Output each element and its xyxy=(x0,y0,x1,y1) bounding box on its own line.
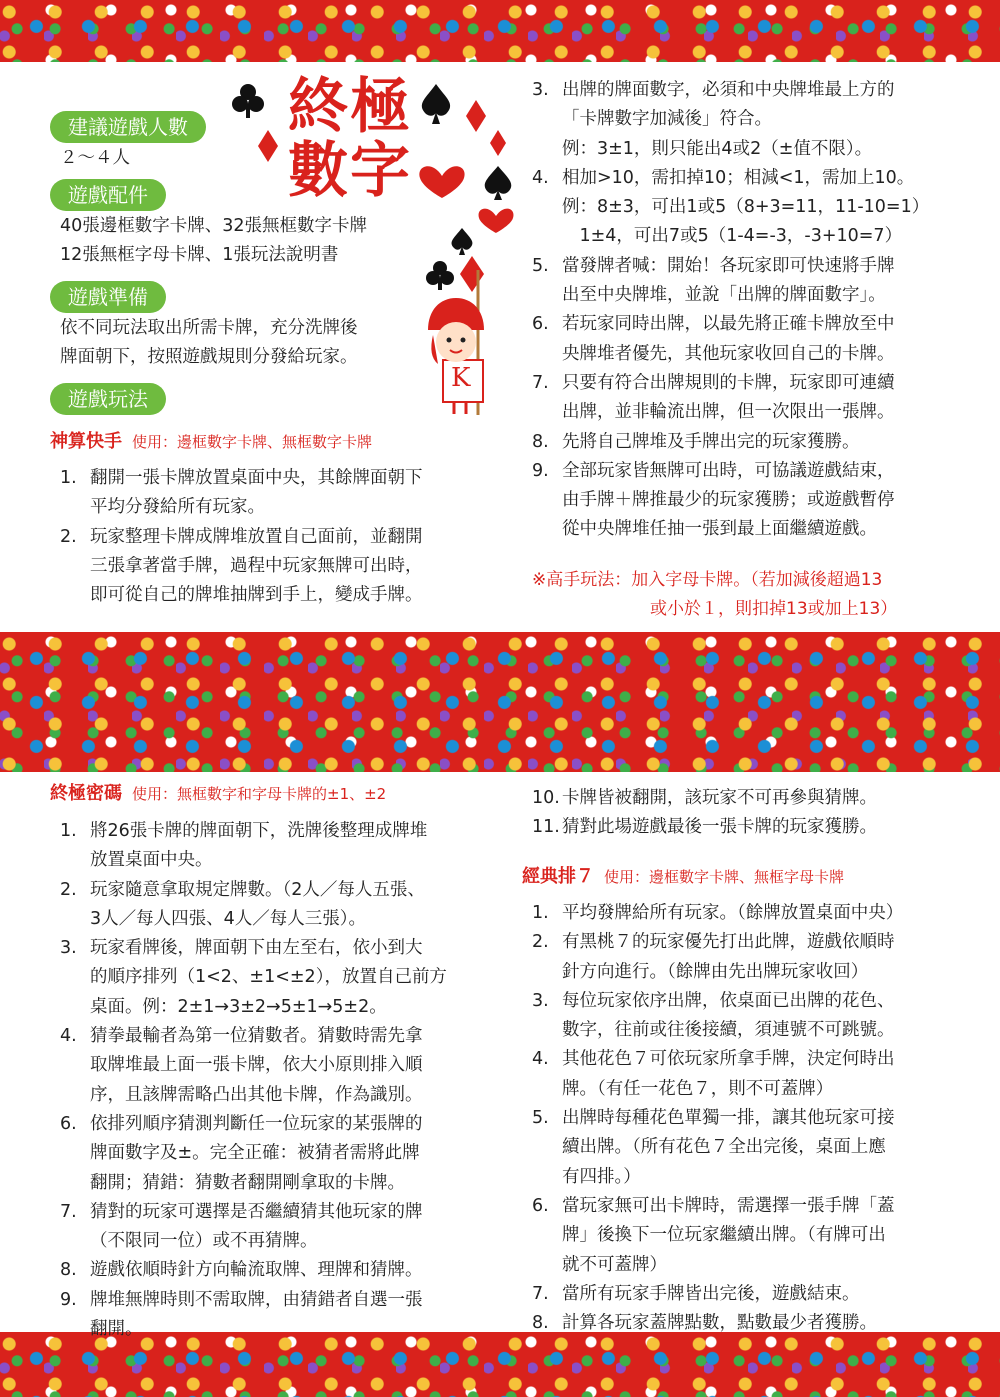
rule-item xyxy=(60,464,423,523)
rule-text-line: 即可從自己的牌堆抽牌到手上，變成手牌。 xyxy=(90,585,423,606)
rule-text-line: 續出牌。（所有花色７全出完後，桌面上應 xyxy=(562,1137,886,1158)
rule-item xyxy=(60,1198,447,1257)
rule-item xyxy=(532,76,929,164)
rule-text-line: 有黑桃７的玩家優先打出此牌，遊戲依順時 xyxy=(562,932,895,953)
rule-number: 10. xyxy=(532,788,560,808)
rule-text-line: 針方向進行。（餘牌由先出牌玩家收回） xyxy=(562,961,869,982)
rule-number: 4. xyxy=(532,167,549,188)
rule-text-line: 央牌堆者優先，其他玩家收回自己的卡牌。 xyxy=(562,343,895,364)
rule-text-line: 就不可蓋牌） xyxy=(562,1254,667,1275)
rule-text-line: 例：8±3，可出1或5（8+3=11，11-10=1） xyxy=(562,197,930,218)
rule-number: 8. xyxy=(532,1313,549,1334)
rule-item xyxy=(532,1309,903,1338)
prep-line-1: 依不同玩法取出所需卡牌，充分洗牌後 xyxy=(60,318,358,338)
club-icon xyxy=(426,261,454,290)
rule-text-line: 平均分發給所有玩家。 xyxy=(90,497,265,518)
components-line-2: 12張無框字母卡牌、1張玩法說明書 xyxy=(60,245,339,265)
rule-item xyxy=(532,457,929,545)
game3-title xyxy=(522,862,844,888)
rule-number: 8. xyxy=(532,431,549,452)
rule-item xyxy=(532,164,929,252)
rule-item xyxy=(532,1104,903,1192)
rule-item xyxy=(60,523,423,611)
rule-number: 7. xyxy=(60,1201,77,1222)
rule-item xyxy=(532,310,929,369)
advanced-note-line-1: ※高手玩法：加入字母卡牌。（若加減後超過13 xyxy=(532,570,883,590)
players-label: 建議遊戲人數 xyxy=(50,111,206,143)
rule-text-line: 依排列順序猜測判斷任一位玩家的某張牌的 xyxy=(90,1113,423,1134)
club-icon xyxy=(232,84,264,118)
rule-number: 2. xyxy=(532,932,549,953)
rule-item xyxy=(532,1192,903,1280)
players-value: ２～４人 xyxy=(60,148,130,168)
rule-text-line: 其他花色７可依玩家所拿手牌，決定何時出 xyxy=(562,1049,895,1070)
rule-number: 4. xyxy=(532,1049,549,1070)
diamond-icon xyxy=(466,100,486,132)
rule-item xyxy=(60,1286,447,1345)
game2-name: 終極密碼 xyxy=(50,783,122,804)
rule-text-line: 牌堆無牌時則不需取牌，由猜錯者自選一張 xyxy=(90,1289,423,1310)
game3-rules xyxy=(532,899,903,1338)
components-label: 遊戲配件 xyxy=(50,179,166,211)
rule-text-line: 當所有玩家手牌皆出完後，遊戲結束。 xyxy=(562,1283,860,1304)
rule-text-line: 若玩家同時出牌，以最先將正確卡牌放至中 xyxy=(562,314,895,335)
game1-name: 神算快手 xyxy=(50,431,122,452)
rule-item xyxy=(532,1045,903,1104)
rule-item xyxy=(532,899,903,928)
rule-text-line: 每位玩家依序出牌，依桌面已出牌的花色、 xyxy=(562,990,895,1011)
game2-use: 使用：無框數字和字母卡牌的±1、±2 xyxy=(132,785,387,803)
rule-number: 9. xyxy=(532,460,549,481)
rule-text-line: 有四排。） xyxy=(562,1166,641,1187)
rule-number: 3. xyxy=(60,938,77,959)
rule-number: 9. xyxy=(60,1289,77,1310)
rule-text-line: 猜對此場遊戲最後一張卡牌的玩家獲勝。 xyxy=(562,817,877,838)
rule-text-line: 計算各玩家蓋牌點數，點數最少者獲勝。 xyxy=(562,1313,877,1334)
diamond-icon xyxy=(460,256,484,292)
rule-item xyxy=(532,369,929,428)
rule-text-line: 玩家隨意拿取規定牌數。（2人／每人五張、 xyxy=(90,879,425,900)
rule-text-line: 翻開一張卡牌放置桌面中央，其餘牌面朝下 xyxy=(90,468,423,488)
rule-number: 5. xyxy=(532,255,549,276)
rule-text-line: 翻開；猜錯：猜數者翻開剛拿取的卡牌。 xyxy=(90,1172,405,1193)
rule-text-line: 玩家整理卡牌成牌堆放置自己面前，並翻開 xyxy=(90,526,423,547)
rule-text-line: 先將自己牌堆及手牌出完的玩家獲勝。 xyxy=(562,431,860,452)
rule-text-line: 猜拳最輸者為第一位猜數者。猜數時需先拿 xyxy=(90,1026,423,1047)
game3-name: 經典排７ xyxy=(522,866,594,887)
rule-number: 6. xyxy=(60,1113,77,1134)
advanced-note-line-2: 或小於１，則扣掉13或加上13） xyxy=(650,599,898,619)
rule-text-line: 將26張卡牌的牌面朝下，洗牌後整理成牌堆 xyxy=(90,821,428,841)
game1-rules-left xyxy=(60,464,423,610)
rule-text-line: 出牌，並非輪流出牌，但一次限出一張牌。 xyxy=(562,402,895,423)
rule-number: 1. xyxy=(60,468,77,488)
rule-number: 8. xyxy=(60,1260,77,1281)
rule-item xyxy=(532,428,929,457)
rule-text-line: 出牌的牌面數字，必須和中央牌堆最上方的 xyxy=(562,80,895,100)
decorative-number-band-top xyxy=(0,0,1000,62)
rule-text-line: 牌」後換下一位玩家繼續出牌。（有牌可出 xyxy=(562,1225,886,1246)
rule-item xyxy=(532,784,877,813)
play-label: 遊戲玩法 xyxy=(50,383,166,415)
heart-icon xyxy=(479,209,514,233)
game1-use: 使用：邊框數字卡牌、無框數字卡牌 xyxy=(132,433,373,451)
rule-text-line: 平均發牌給所有玩家。（餘牌放置桌面中央） xyxy=(562,903,904,923)
rule-text-line: 玩家看牌後，牌面朝下由左至右，依小到大 xyxy=(90,938,423,959)
rule-item xyxy=(60,817,447,876)
rule-text-line: 由手牌＋牌推最少的玩家獲勝；或遊戲暫停 xyxy=(562,490,895,511)
rule-number: 1. xyxy=(60,821,77,841)
heart-icon xyxy=(419,166,464,198)
game2-rules-right xyxy=(532,784,877,843)
rule-text-line: 「卡牌數字加減後」符合。 xyxy=(562,109,772,130)
rule-item xyxy=(532,813,877,842)
rule-item xyxy=(532,987,903,1046)
rule-item xyxy=(60,1022,447,1110)
rule-number: 3. xyxy=(532,80,549,100)
rule-text-line: 當發牌者喊：開始！各玩家即可快速將手牌 xyxy=(562,255,895,276)
rule-number: 11. xyxy=(532,817,560,838)
decorative-number-band-middle xyxy=(0,632,1000,772)
game2-title xyxy=(50,779,386,805)
game1-title xyxy=(50,427,372,453)
game1-rules-right xyxy=(532,76,929,545)
spade-icon xyxy=(422,84,450,124)
rule-text-line: 從中央牌堆任抽一張到最上面繼續遊戲。 xyxy=(562,519,877,540)
components-line-1: 40張邊框數字卡牌、32張無框數字卡牌 xyxy=(60,216,368,236)
rule-number: 4. xyxy=(60,1026,77,1047)
rule-number: 7. xyxy=(532,1283,549,1304)
rule-item xyxy=(60,1256,447,1285)
spade-icon xyxy=(452,228,473,255)
rule-item xyxy=(60,876,447,935)
rule-number: 2. xyxy=(60,526,77,547)
rule-text-line: 牌面數字及±。完全正確：被猜者需將此牌 xyxy=(90,1143,420,1164)
rule-text-line: 相加>10，需扣掉10；相減<1，需加上10。 xyxy=(562,167,915,188)
rule-text-line: 取牌堆最上面一張卡牌，依大小原則排入順 xyxy=(90,1055,423,1076)
rule-number: 2. xyxy=(60,879,77,900)
spade-icon xyxy=(485,166,512,200)
title-line-2: 數字 xyxy=(288,136,412,206)
rule-text-line: 1±4，可出7或5（1-4=-3，-3+10=7） xyxy=(562,226,903,247)
king-card-character xyxy=(428,270,484,415)
rule-text-line: 出牌時每種花色單獨一排，讓其他玩家可接 xyxy=(562,1108,895,1129)
rule-item xyxy=(60,1110,447,1198)
prep-label: 遊戲準備 xyxy=(50,281,166,313)
rule-text-line: 牌。（有任一花色７，則不可蓋牌） xyxy=(562,1078,834,1099)
rule-number: 7. xyxy=(532,372,549,393)
rule-item xyxy=(60,934,447,1022)
rule-text-line: 卡牌皆被翻開，該玩家不可再參與猜牌。 xyxy=(562,788,877,808)
game3-use: 使用：邊框數字卡牌、無框字母卡牌 xyxy=(604,868,845,886)
rule-item xyxy=(532,1280,903,1309)
rule-number: 1. xyxy=(532,903,549,923)
prep-line-2: 牌面朝下，按照遊戲規則分發給玩家。 xyxy=(60,347,358,367)
rule-number: 3. xyxy=(532,990,549,1011)
rule-text-line: 放置桌面中央。 xyxy=(90,850,213,871)
rule-text-line: 全部玩家皆無牌可出時，可協議遊戲結束， xyxy=(562,460,895,481)
rule-text-line: 只要有符合出牌規則的卡牌，玩家即可連續 xyxy=(562,372,895,393)
rule-text-line: 序，且該牌需略凸出其他卡牌，作為識別。 xyxy=(90,1084,423,1105)
diamond-icon xyxy=(490,130,506,156)
rule-item xyxy=(532,252,929,311)
rule-text-line: 三張拿著當手牌，過程中玩家無牌可出時， xyxy=(90,555,423,576)
rule-text-line: 3人／每人四張、4人／每人三張）。 xyxy=(90,908,367,929)
rule-text-line: 的順序排列（1<2、±1<±2），放置自己前方 xyxy=(90,967,447,988)
rule-text-line: （不限同一位）或不再猜牌。 xyxy=(90,1231,318,1252)
rule-number: 6. xyxy=(532,1195,549,1216)
rule-text-line: 數字，往前或往後接續，須連號不可跳號。 xyxy=(562,1020,895,1041)
title-line-1: 終極 xyxy=(288,72,412,142)
rule-text-line: 出至中央牌堆，並說「出牌的牌面數字」。 xyxy=(562,285,886,306)
diamond-icon xyxy=(258,130,278,162)
rule-item xyxy=(532,928,903,987)
game2-rules-left xyxy=(60,817,447,1344)
card-letter: K xyxy=(451,363,471,393)
rule-number: 6. xyxy=(532,314,549,335)
rule-text-line: 翻開。 xyxy=(90,1319,143,1340)
rule-text-line: 遊戲依順時針方向輪流取牌、理牌和猜牌。 xyxy=(90,1260,423,1281)
rule-text-line: 當玩家無可出卡牌時，需選擇一張手牌「蓋 xyxy=(562,1195,895,1216)
rule-text-line: 猜對的玩家可選擇是否繼續猜其他玩家的牌 xyxy=(90,1201,423,1222)
rule-number: 5. xyxy=(532,1108,549,1129)
rule-text-line: 例：3±1，則只能出4或2（±值不限）。 xyxy=(562,138,873,159)
rule-text-line: 桌面。例：2±1→3±2→5±1→5±2。 xyxy=(90,996,387,1017)
